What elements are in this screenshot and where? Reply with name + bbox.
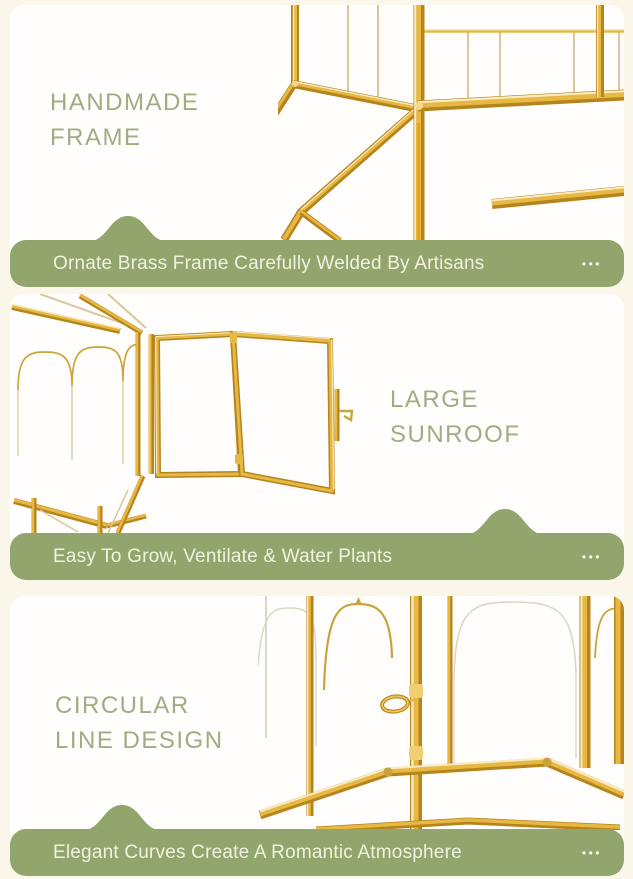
brass-frame-drawing: [278, 5, 624, 240]
feature-heading-handmade-frame: [50, 85, 199, 155]
banner-caption: Easy To Grow, Ventilate & Water Plants: [53, 545, 393, 567]
ellipsis-icon: •••: [581, 256, 602, 271]
feature-card-large-sunroof: [10, 294, 624, 580]
photo-arched-frame-base: [258, 596, 624, 830]
heading-line: SUNROOF: [390, 421, 521, 448]
banner-caption: Elegant Curves Create A Romantic Atmosphere: [53, 841, 462, 863]
feature-card-circular-line-design: [10, 596, 624, 876]
ellipsis-icon: •••: [581, 549, 602, 564]
heading-line: LARGE: [390, 386, 479, 413]
feature-banner: [10, 829, 624, 876]
feature-banner: [10, 240, 624, 287]
feature-card-handmade-frame: [10, 5, 624, 287]
heading-line: CIRCULAR: [55, 692, 190, 719]
heading-line: HANDMADE: [50, 89, 200, 116]
feature-banner: [10, 533, 624, 580]
banner-bump-shape: [86, 214, 170, 242]
sunroof-doors-drawing: [10, 294, 372, 533]
banner-caption: Ornate Brass Frame Carefully Welded By Artisans: [53, 252, 485, 274]
heading-line: FRAME: [50, 124, 142, 151]
banner-bump-shape: [80, 803, 164, 831]
banner-bump-shape: [463, 507, 547, 535]
ellipsis-icon: •••: [581, 845, 602, 860]
arched-base-drawing: [258, 596, 624, 830]
photo-open-sunroof-doors: [10, 294, 372, 533]
feature-heading-circular-line-design: [55, 688, 224, 758]
heading-line: LINE DESIGN: [55, 727, 224, 754]
feature-heading-large-sunroof: [390, 382, 521, 452]
photo-brass-frame-closeup: [278, 5, 624, 240]
